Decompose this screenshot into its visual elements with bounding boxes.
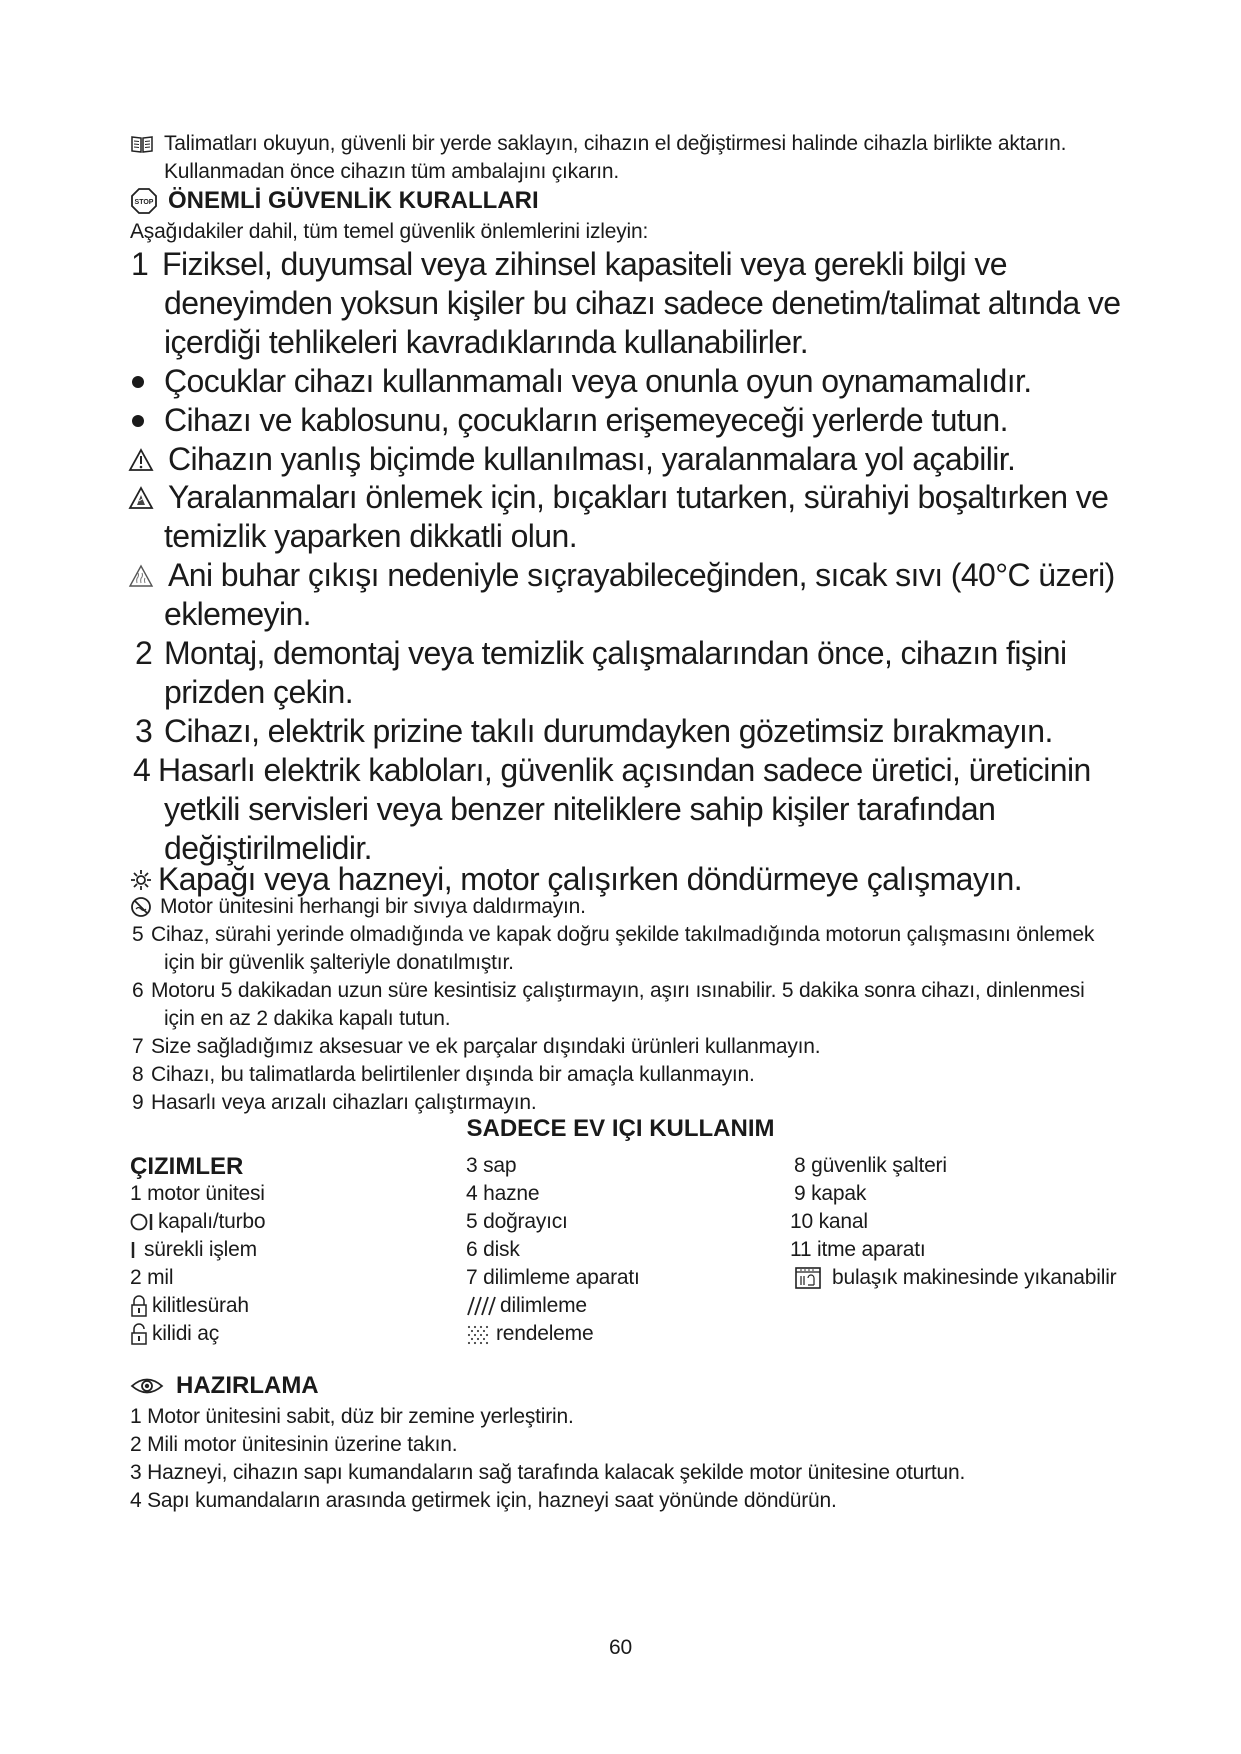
drawing-item-text: kilidi aç bbox=[152, 1322, 220, 1345]
preparation-step: 3 Hazneyi, cihazın sapı kumandaların sağ tarafında kalacak şekilde motor ünitesine oturtun. bbox=[130, 1461, 966, 1484]
rotation-icon bbox=[130, 869, 152, 891]
rule-7-number: 7 bbox=[132, 1035, 144, 1058]
preparation-step: 2 Mili motor ünitesinin üzerine takın. bbox=[130, 1433, 458, 1456]
rule-9-line: Hasarlı veya arızalı cihazları çalıştırmayın. bbox=[151, 1091, 537, 1114]
preparation-step: 4 Sapı kumandaların arasında getirmek için, hazneyi saat yönünde döndürün. bbox=[130, 1489, 837, 1512]
bullet-text: Çocuklar cihazı kullanmamalı veya onunla oyun oynamamalıdır. bbox=[164, 363, 1032, 399]
rule-4-line: değiştirilmelidir. bbox=[164, 830, 372, 866]
no-immerse-icon bbox=[130, 896, 152, 918]
no-immerse-rule bbox=[130, 893, 586, 921]
lock-icon bbox=[130, 1295, 148, 1317]
warning-text-continued: temizlik yaparken dikkatli olun. bbox=[164, 518, 577, 554]
drawing-item-text: sürekli işlem bbox=[144, 1238, 257, 1261]
rule-2-line: prizden çekin. bbox=[164, 674, 354, 710]
drawing-item: 7 dilimleme aparatı bbox=[466, 1266, 640, 1289]
dishwasher-safe-icon bbox=[794, 1266, 822, 1290]
household-use-heading: SADECE EV IÇI KULLANIM bbox=[466, 1115, 775, 1142]
drawing-item: 10 kanal bbox=[790, 1210, 868, 1233]
warning-item bbox=[128, 556, 1115, 595]
read-instructions-text: Talimatları okuyun, güvenli bir yerde saklayın, cihazın el değiştirmesi halinde cihazla birlikte aktarın. bbox=[164, 132, 1067, 155]
bullet-icon bbox=[130, 413, 146, 429]
svg-text:STOP: STOP bbox=[134, 199, 154, 206]
warning-item bbox=[128, 478, 1108, 517]
rule-7-line: Size sağladığımız aksesuar ve ek parçalar dışındaki ürünleri kullanmayın. bbox=[151, 1035, 821, 1058]
safety-intro: Aşağıdakiler dahil, tüm temel güvenlik önlemlerini izleyin: bbox=[130, 220, 649, 243]
rule-8-number: 8 bbox=[132, 1063, 144, 1086]
rule-5-line: için bir güvenlik şalteriyle donatılmıştır. bbox=[164, 951, 514, 974]
drawing-item bbox=[130, 1208, 265, 1236]
drawing-item: 3 sap bbox=[466, 1154, 517, 1177]
safety-title bbox=[130, 186, 539, 216]
drawing-item bbox=[794, 1264, 1116, 1292]
bullet-text: Cihazı ve kablosunu, çocukların erişemeyeceği yerlerde tutun. bbox=[164, 402, 1008, 438]
drawing-item-text: kilitlesürah bbox=[152, 1294, 249, 1317]
drawing-item bbox=[130, 1320, 219, 1348]
hot-surface-warning-icon bbox=[128, 564, 154, 588]
bullet-item bbox=[130, 401, 1008, 440]
rule-5-line: Cihaz, sürahi yerinde olmadığında ve kapak doğru şekilde takılmadığında motorun çalışmasını önlemek bbox=[151, 923, 1095, 946]
eye-icon bbox=[130, 1375, 164, 1397]
drawing-item bbox=[130, 1292, 249, 1320]
warning-text: Yaralanmaları önlemek için, bıçakları tutarken, sürahiyi boşaltırken ve bbox=[168, 479, 1109, 515]
book-icon bbox=[130, 134, 154, 154]
rule-2-line: Montaj, demontaj veya temizlik çalışmalarından önce, cihazın fişini bbox=[164, 635, 1067, 671]
no-immerse-text: Motor ünitesini herhangi bir sıvıya daldırmayın. bbox=[160, 895, 586, 918]
drawing-item-text: rendeleme bbox=[496, 1322, 594, 1345]
rule-5-number: 5 bbox=[132, 923, 144, 946]
drawing-item: 8 güvenlik şalteri bbox=[794, 1154, 947, 1177]
rule-6-number: 6 bbox=[132, 979, 144, 1002]
slicing-icon bbox=[464, 1295, 496, 1317]
rule-1-number: 1 bbox=[131, 246, 149, 282]
rule-9-number: 9 bbox=[132, 1091, 144, 1114]
grating-icon bbox=[464, 1323, 490, 1345]
rule-3-number: 3 bbox=[135, 713, 153, 749]
off-turbo-icon bbox=[130, 1211, 154, 1233]
drawing-item-text: dilimleme bbox=[500, 1294, 587, 1317]
page-number: 60 bbox=[609, 1636, 632, 1659]
rule-3-line: Cihazı, elektrik prizine takılı durumdayken gözetimsiz bırakmayın. bbox=[164, 713, 1053, 749]
drawing-item: 2 mil bbox=[130, 1266, 174, 1289]
drawing-item: 11 itme aparatı bbox=[790, 1238, 926, 1261]
rule-1-line: içerdiği tehlikeleri kavradıklarında kullanabilirler. bbox=[164, 324, 809, 360]
rule-4-line: yetkili servisleri veya benzer niteliklere sahip kişiler tarafından bbox=[164, 791, 996, 827]
warning-text: Cihazın yanlış biçimde kullanılması, yaralanmalara yol açabilir. bbox=[168, 441, 1016, 477]
preparation-step: 1 Motor ünitesini sabit, düz bir zemine yerleştirin. bbox=[130, 1405, 574, 1428]
drawing-item: 6 disk bbox=[466, 1238, 520, 1261]
drawings-title: ÇIZIMLER bbox=[130, 1153, 244, 1180]
rule-8-line: Cihazı, bu talimatlarda belirtilenler dışında bir amaçla kullanmayın. bbox=[151, 1063, 755, 1086]
safety-title-text: ÖNEMLİ GÜVENLİK KURALLARI bbox=[168, 187, 539, 214]
drawing-item-text: bulaşık makinesinde yıkanabilir bbox=[832, 1266, 1117, 1289]
drawing-item: 4 hazne bbox=[466, 1182, 540, 1205]
rule-1-line: Fiziksel, duyumsal veya zihinsel kapasiteli veya gerekli bilgi ve bbox=[162, 246, 1007, 282]
drawing-item: 9 kapak bbox=[794, 1182, 867, 1205]
warning-text: Ani buhar çıkışı nedeniyle sıçrayabileceğinden, sıcak sıvı (40°C üzeri) bbox=[168, 557, 1115, 593]
rule-4-number: 4 bbox=[133, 752, 151, 788]
preparation-title bbox=[130, 1371, 319, 1401]
rule-4-line: Hasarlı elektrik kabloları, güvenlik açısından sadece üretici, üreticinin bbox=[158, 752, 1091, 788]
continuous-operation-icon bbox=[130, 1239, 138, 1261]
drawing-item bbox=[130, 1236, 257, 1264]
rotation-warning-text: Kapağı veya hazneyi, motor çalışırken döndürmeye çalışmayın. bbox=[158, 861, 1023, 897]
bullet-item bbox=[130, 362, 1032, 401]
rule-6-line: için en az 2 dakika kapalı tutun. bbox=[164, 1007, 451, 1030]
warning-item bbox=[128, 440, 1015, 479]
drawing-item: 5 doğrayıcı bbox=[466, 1210, 568, 1233]
stop-icon bbox=[130, 187, 158, 215]
bullet-icon bbox=[130, 374, 146, 390]
blade-warning-icon bbox=[128, 486, 154, 510]
rule-6-line: Motoru 5 dakikadan uzun süre kesintisiz çalıştırmayın, aşırı ısınabilir. 5 dakika sonra cihazı, dinlenmesi bbox=[151, 979, 1085, 1002]
warning-text-continued: eklemeyin. bbox=[164, 596, 311, 632]
read-instructions-line bbox=[130, 130, 1066, 158]
unlock-icon bbox=[130, 1323, 148, 1345]
rule-1-line: deneyimden yoksun kişiler bu cihazı sadece denetim/talimat altında ve bbox=[164, 285, 1121, 321]
drawing-item-text: kapalı/turbo bbox=[158, 1210, 266, 1233]
drawing-item bbox=[464, 1292, 587, 1320]
warning-triangle-icon bbox=[128, 448, 154, 472]
drawing-item bbox=[464, 1320, 593, 1348]
rule-2-number: 2 bbox=[135, 635, 153, 671]
drawing-item: 1 motor ünitesi bbox=[130, 1182, 265, 1205]
preparation-title-text: HAZIRLAMA bbox=[176, 1372, 319, 1399]
remove-packaging-text: Kullanmadan önce cihazın tüm ambalajını çıkarın. bbox=[164, 160, 619, 183]
